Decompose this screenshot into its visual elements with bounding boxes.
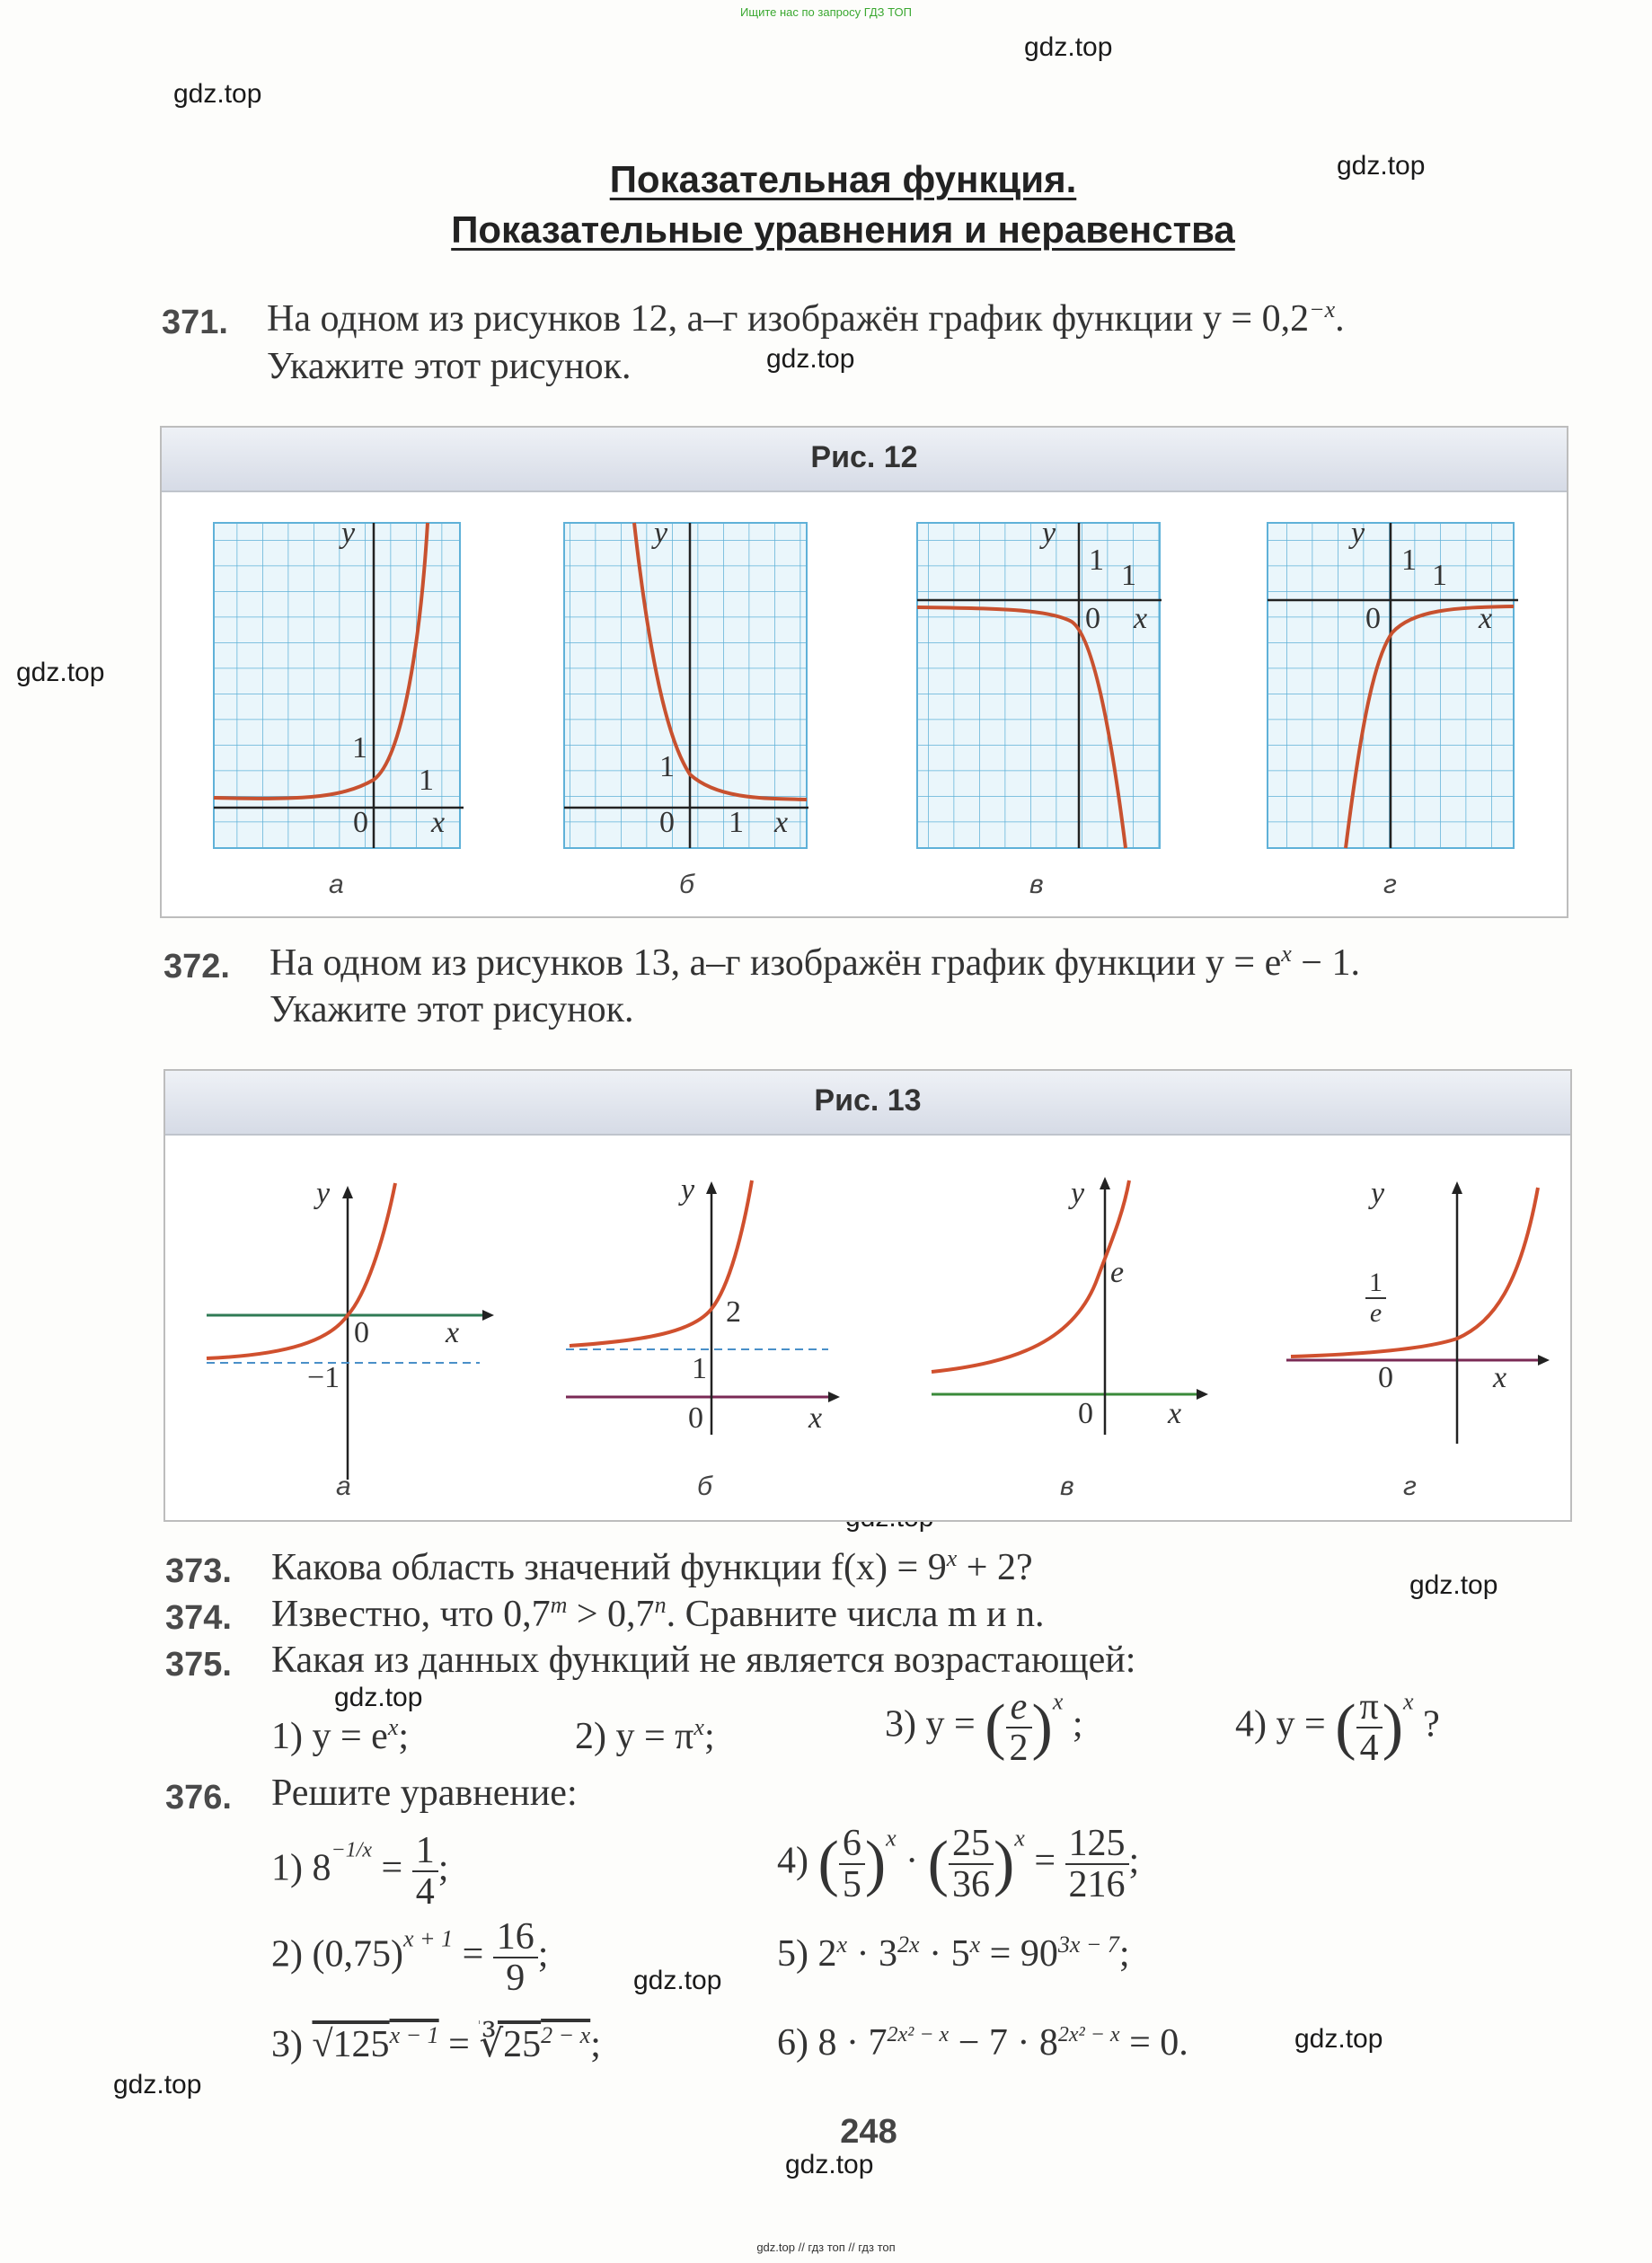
exponent: −x xyxy=(1309,296,1336,323)
problem-number: 371. xyxy=(162,304,228,341)
fraction-denominator: 4 xyxy=(1359,1728,1379,1770)
fraction-numerator: π xyxy=(1356,1687,1383,1728)
exponent: x xyxy=(693,1714,704,1740)
exponent: 2x xyxy=(897,1932,920,1958)
axis-label-x: x xyxy=(1493,1361,1507,1394)
problem-number: 376. xyxy=(165,1779,232,1817)
punctuation: ; xyxy=(1128,1840,1140,1882)
exponent: m xyxy=(550,1592,568,1618)
equation-label: 6) xyxy=(777,2022,808,2064)
radical xyxy=(479,2024,590,2065)
figure-title: Рис. 12 xyxy=(810,440,918,474)
fraction-denominator: e xyxy=(1369,1297,1383,1328)
figure-sublabel: б xyxy=(697,1472,712,1501)
radical-content: ∛25 xyxy=(479,2024,542,2065)
option-text: 3) y = xyxy=(885,1703,976,1746)
exponent: 2x² − x xyxy=(887,2023,950,2046)
option-text: 1) y = e xyxy=(271,1716,388,1757)
graph-d xyxy=(1286,1181,1550,1444)
option-text: 4) y = xyxy=(1235,1703,1326,1746)
graph-c xyxy=(932,1177,1208,1435)
option-text: 2) y = π xyxy=(575,1716,694,1757)
watermark: gdz.top xyxy=(1294,2024,1383,2054)
fraction-denominator: 5 xyxy=(842,1864,861,1906)
figure-title: Рис. 13 xyxy=(814,1083,922,1118)
problem-375-text: Какая из данных функций не является возрастающей: xyxy=(271,1640,1136,1681)
section-title-line1: Показательная функция. xyxy=(609,158,1077,200)
axis-label-y: y xyxy=(681,1173,695,1207)
intercept-label: e xyxy=(1110,1256,1125,1289)
equation-label: 2) xyxy=(271,1933,303,1976)
option-1 xyxy=(271,1714,409,1758)
problem-371-line2: Укажите этот рисунок. xyxy=(267,346,632,387)
axis-label-x: x xyxy=(1168,1397,1182,1430)
option-text: ; xyxy=(703,1716,715,1757)
origin-label: 0 xyxy=(354,1316,369,1349)
equals-sign: = xyxy=(381,1847,403,1889)
figure-sublabel: б xyxy=(679,870,694,899)
problem-text: > 0,7 xyxy=(567,1594,655,1635)
exponent: x xyxy=(969,1932,981,1958)
asymptote-label: −1 xyxy=(307,1361,340,1394)
problem-text: − 1. xyxy=(1291,942,1360,984)
graph-b xyxy=(564,523,808,848)
exponent: 2x² − x xyxy=(1057,2023,1120,2046)
origin-label: 0 xyxy=(1365,602,1381,635)
exponent: x xyxy=(1281,941,1292,967)
figure-sublabel: в xyxy=(1060,1472,1074,1501)
equation-term: 2 xyxy=(817,1933,837,1975)
exponent: x − 1 xyxy=(389,2022,439,2048)
exponent: x xyxy=(1014,1825,1025,1852)
punctuation: ; xyxy=(590,2024,601,2065)
axis-label-y: y xyxy=(654,517,668,550)
option-4: 4) y = ( $\frac{\pi}{4}$ )$^x$ ? xyxy=(1235,1686,1440,1770)
equation-term: − 7 · 8 xyxy=(949,2022,1058,2064)
fraction-denominator: 36 xyxy=(951,1864,990,1906)
graph-d xyxy=(1268,523,1518,848)
fraction-denominator: 9 xyxy=(506,1958,526,2000)
exponent: x xyxy=(886,1825,897,1852)
figure-sublabel: г xyxy=(1403,1472,1417,1501)
exponent: n xyxy=(654,1592,667,1618)
equals-sign: = xyxy=(448,2024,470,2065)
fraction-numerator: 1 xyxy=(1365,1269,1386,1299)
bottom-banner: gdz.top // гдз топ // гдз топ xyxy=(756,2241,896,2254)
punctuation: ; xyxy=(537,1933,549,1976)
problem-371-line1 xyxy=(267,296,1345,340)
axis-label-y: y xyxy=(316,1177,331,1210)
page-number: 248 xyxy=(840,2113,897,2151)
problem-number: 374. xyxy=(165,1599,232,1637)
watermark: gdz.top xyxy=(173,79,262,109)
axis-label-y: y xyxy=(341,517,356,550)
figure-sublabel: в xyxy=(1029,870,1044,899)
problem-number: 375. xyxy=(165,1646,232,1684)
problem-text: + 2? xyxy=(957,1547,1033,1588)
figure-sublabel: г xyxy=(1383,870,1397,899)
option-3: 3) y = ( $\frac{e}{2}$ )$^x$ ; xyxy=(885,1686,1083,1770)
problem-374-text xyxy=(271,1592,1045,1636)
exponent: x xyxy=(1052,1688,1064,1715)
tick-label-one: 1 xyxy=(1121,559,1136,592)
exponent: x xyxy=(836,1932,848,1958)
exponent: 3x − 7 xyxy=(1057,1932,1119,1958)
equation-label: 5) xyxy=(777,1933,808,1975)
radical xyxy=(313,2024,439,2065)
figure-sublabel: а xyxy=(336,1472,351,1501)
intercept-label: 2 xyxy=(726,1295,741,1329)
watermark: gdz.top xyxy=(1024,32,1113,62)
axis-label-y: y xyxy=(1351,517,1365,550)
axis-label-y: y xyxy=(1371,1177,1385,1210)
fraction-denominator: 2 xyxy=(1009,1728,1029,1770)
origin-label: 0 xyxy=(688,1401,703,1435)
equation-term: · 5 xyxy=(919,1933,970,1975)
origin-label: 0 xyxy=(1078,1397,1093,1430)
exponent: x xyxy=(387,1714,399,1740)
fraction-numerator: 1 xyxy=(412,1831,438,1872)
problem-text: На одном из рисунков 12, а–г изображён график функции y = 0,2 xyxy=(267,298,1310,340)
exponent: x xyxy=(946,1545,958,1571)
figure-13-graphs xyxy=(163,1134,1570,1511)
tick-label-one: 1 xyxy=(1432,559,1447,592)
equation-term: = 0. xyxy=(1119,2022,1188,2064)
fraction-numerator: e xyxy=(1006,1687,1032,1728)
equation-4: 4) ( $\frac{6}{5}$ )$^x$ · ( $\frac{25}{36}$ )$^x$ = $\frac{125}{216}$ ; xyxy=(777,1823,1140,1906)
exponent: −1/x xyxy=(331,1838,373,1862)
equation-base: 8 xyxy=(312,1847,331,1889)
watermark: gdz.top xyxy=(16,658,105,687)
watermark: gdz.top xyxy=(766,344,855,374)
punctuation: ; xyxy=(1118,1933,1130,1975)
intercept-label xyxy=(1365,1269,1386,1327)
option-text: ; xyxy=(1072,1703,1083,1746)
tick-label-one: 1 xyxy=(352,731,367,765)
graph-a xyxy=(214,523,464,848)
watermark: gdz.top xyxy=(1337,151,1426,181)
section-title-line2: Показательные уравнения и неравенства xyxy=(451,208,1235,251)
tick-label-one: 1 xyxy=(659,750,675,783)
problem-373-text xyxy=(271,1545,1033,1589)
origin-label: 0 xyxy=(1085,602,1100,635)
problem-number: 372. xyxy=(163,948,230,986)
equation-3 xyxy=(271,2021,601,2066)
equation-base: (0,75) xyxy=(312,1933,403,1976)
problem-text: Известно, что 0,7 xyxy=(271,1594,551,1635)
equals-sign: = xyxy=(462,1933,484,1976)
graph-b xyxy=(566,1180,840,1435)
top-banner: Ищите нас по запросу ГДЗ ТОП xyxy=(740,5,912,19)
option-text: ; xyxy=(398,1716,410,1757)
tick-label-one: 1 xyxy=(1401,544,1417,577)
equation-label: 4) xyxy=(777,1840,808,1882)
problem-text: . xyxy=(1335,298,1345,340)
equation-term: 8 · 7 xyxy=(817,2022,888,2064)
fraction-denominator: 216 xyxy=(1068,1864,1126,1906)
equation-term: · 3 xyxy=(847,1933,898,1975)
axis-label-x: x xyxy=(446,1316,460,1349)
option-text: ? xyxy=(1423,1703,1440,1746)
equation-6 xyxy=(777,2021,1188,2064)
equation-1 xyxy=(271,1831,448,1912)
problem-372-line1 xyxy=(269,941,1360,985)
axis-label-x: x xyxy=(1134,602,1148,635)
watermark: gdz.top xyxy=(785,2150,874,2179)
exponent: x + 1 xyxy=(402,1925,454,1952)
fraction-denominator: 4 xyxy=(415,1871,435,1914)
tick-label-one: 1 xyxy=(729,806,744,839)
axis-label-x: x xyxy=(1479,602,1493,635)
tick-label-one: 1 xyxy=(419,764,434,797)
radical-content: √125 xyxy=(312,2024,390,2065)
fraction-numerator: 6 xyxy=(839,1824,865,1865)
figure-sublabel: а xyxy=(329,870,344,899)
origin-label: 0 xyxy=(353,806,368,839)
tick-label-one: 1 xyxy=(1089,544,1104,577)
watermark: gdz.top xyxy=(633,1966,722,1995)
problem-text: Какова область значений функции f(x) = 9 xyxy=(271,1547,947,1588)
origin-label: 0 xyxy=(659,806,675,839)
figure-12-graphs xyxy=(160,489,1567,911)
axis-label-x: x xyxy=(431,806,446,839)
watermark: gdz.top xyxy=(1409,1570,1498,1600)
axis-label-y: y xyxy=(1071,1177,1085,1210)
problem-number: 373. xyxy=(165,1552,232,1590)
fraction-numerator: 16 xyxy=(493,1917,538,1958)
axis-label-y: y xyxy=(1042,517,1056,550)
fraction-numerator: 25 xyxy=(949,1824,994,1865)
equals-sign: = xyxy=(1034,1840,1056,1882)
watermark: gdz.top xyxy=(334,1683,423,1712)
equation-2 xyxy=(271,1917,548,1998)
exponent: 2 − x xyxy=(541,2022,591,2048)
axis-label-x: x xyxy=(774,806,789,839)
equation-5 xyxy=(777,1932,1130,1976)
option-2 xyxy=(575,1714,715,1758)
asymptote-label: 1 xyxy=(692,1352,707,1385)
equation-label: 1) xyxy=(271,1847,303,1889)
problem-376-text: Решите уравнение: xyxy=(271,1772,578,1814)
equation-label: 3) xyxy=(271,2024,303,2065)
problem-372-line2: Укажите этот рисунок. xyxy=(269,989,634,1030)
origin-label: 0 xyxy=(1378,1361,1393,1394)
equation-term: = 90 xyxy=(980,1933,1058,1975)
fraction-numerator: 125 xyxy=(1065,1824,1129,1865)
exponent: x xyxy=(1403,1688,1414,1715)
punctuation: ; xyxy=(437,1847,449,1889)
problem-text: На одном из рисунков 13, а–г изображён график функции y = e xyxy=(269,942,1282,984)
problem-text: . Сравните числа m и n. xyxy=(666,1594,1045,1635)
axis-label-x: x xyxy=(808,1401,823,1435)
watermark: gdz.top xyxy=(113,2070,202,2099)
